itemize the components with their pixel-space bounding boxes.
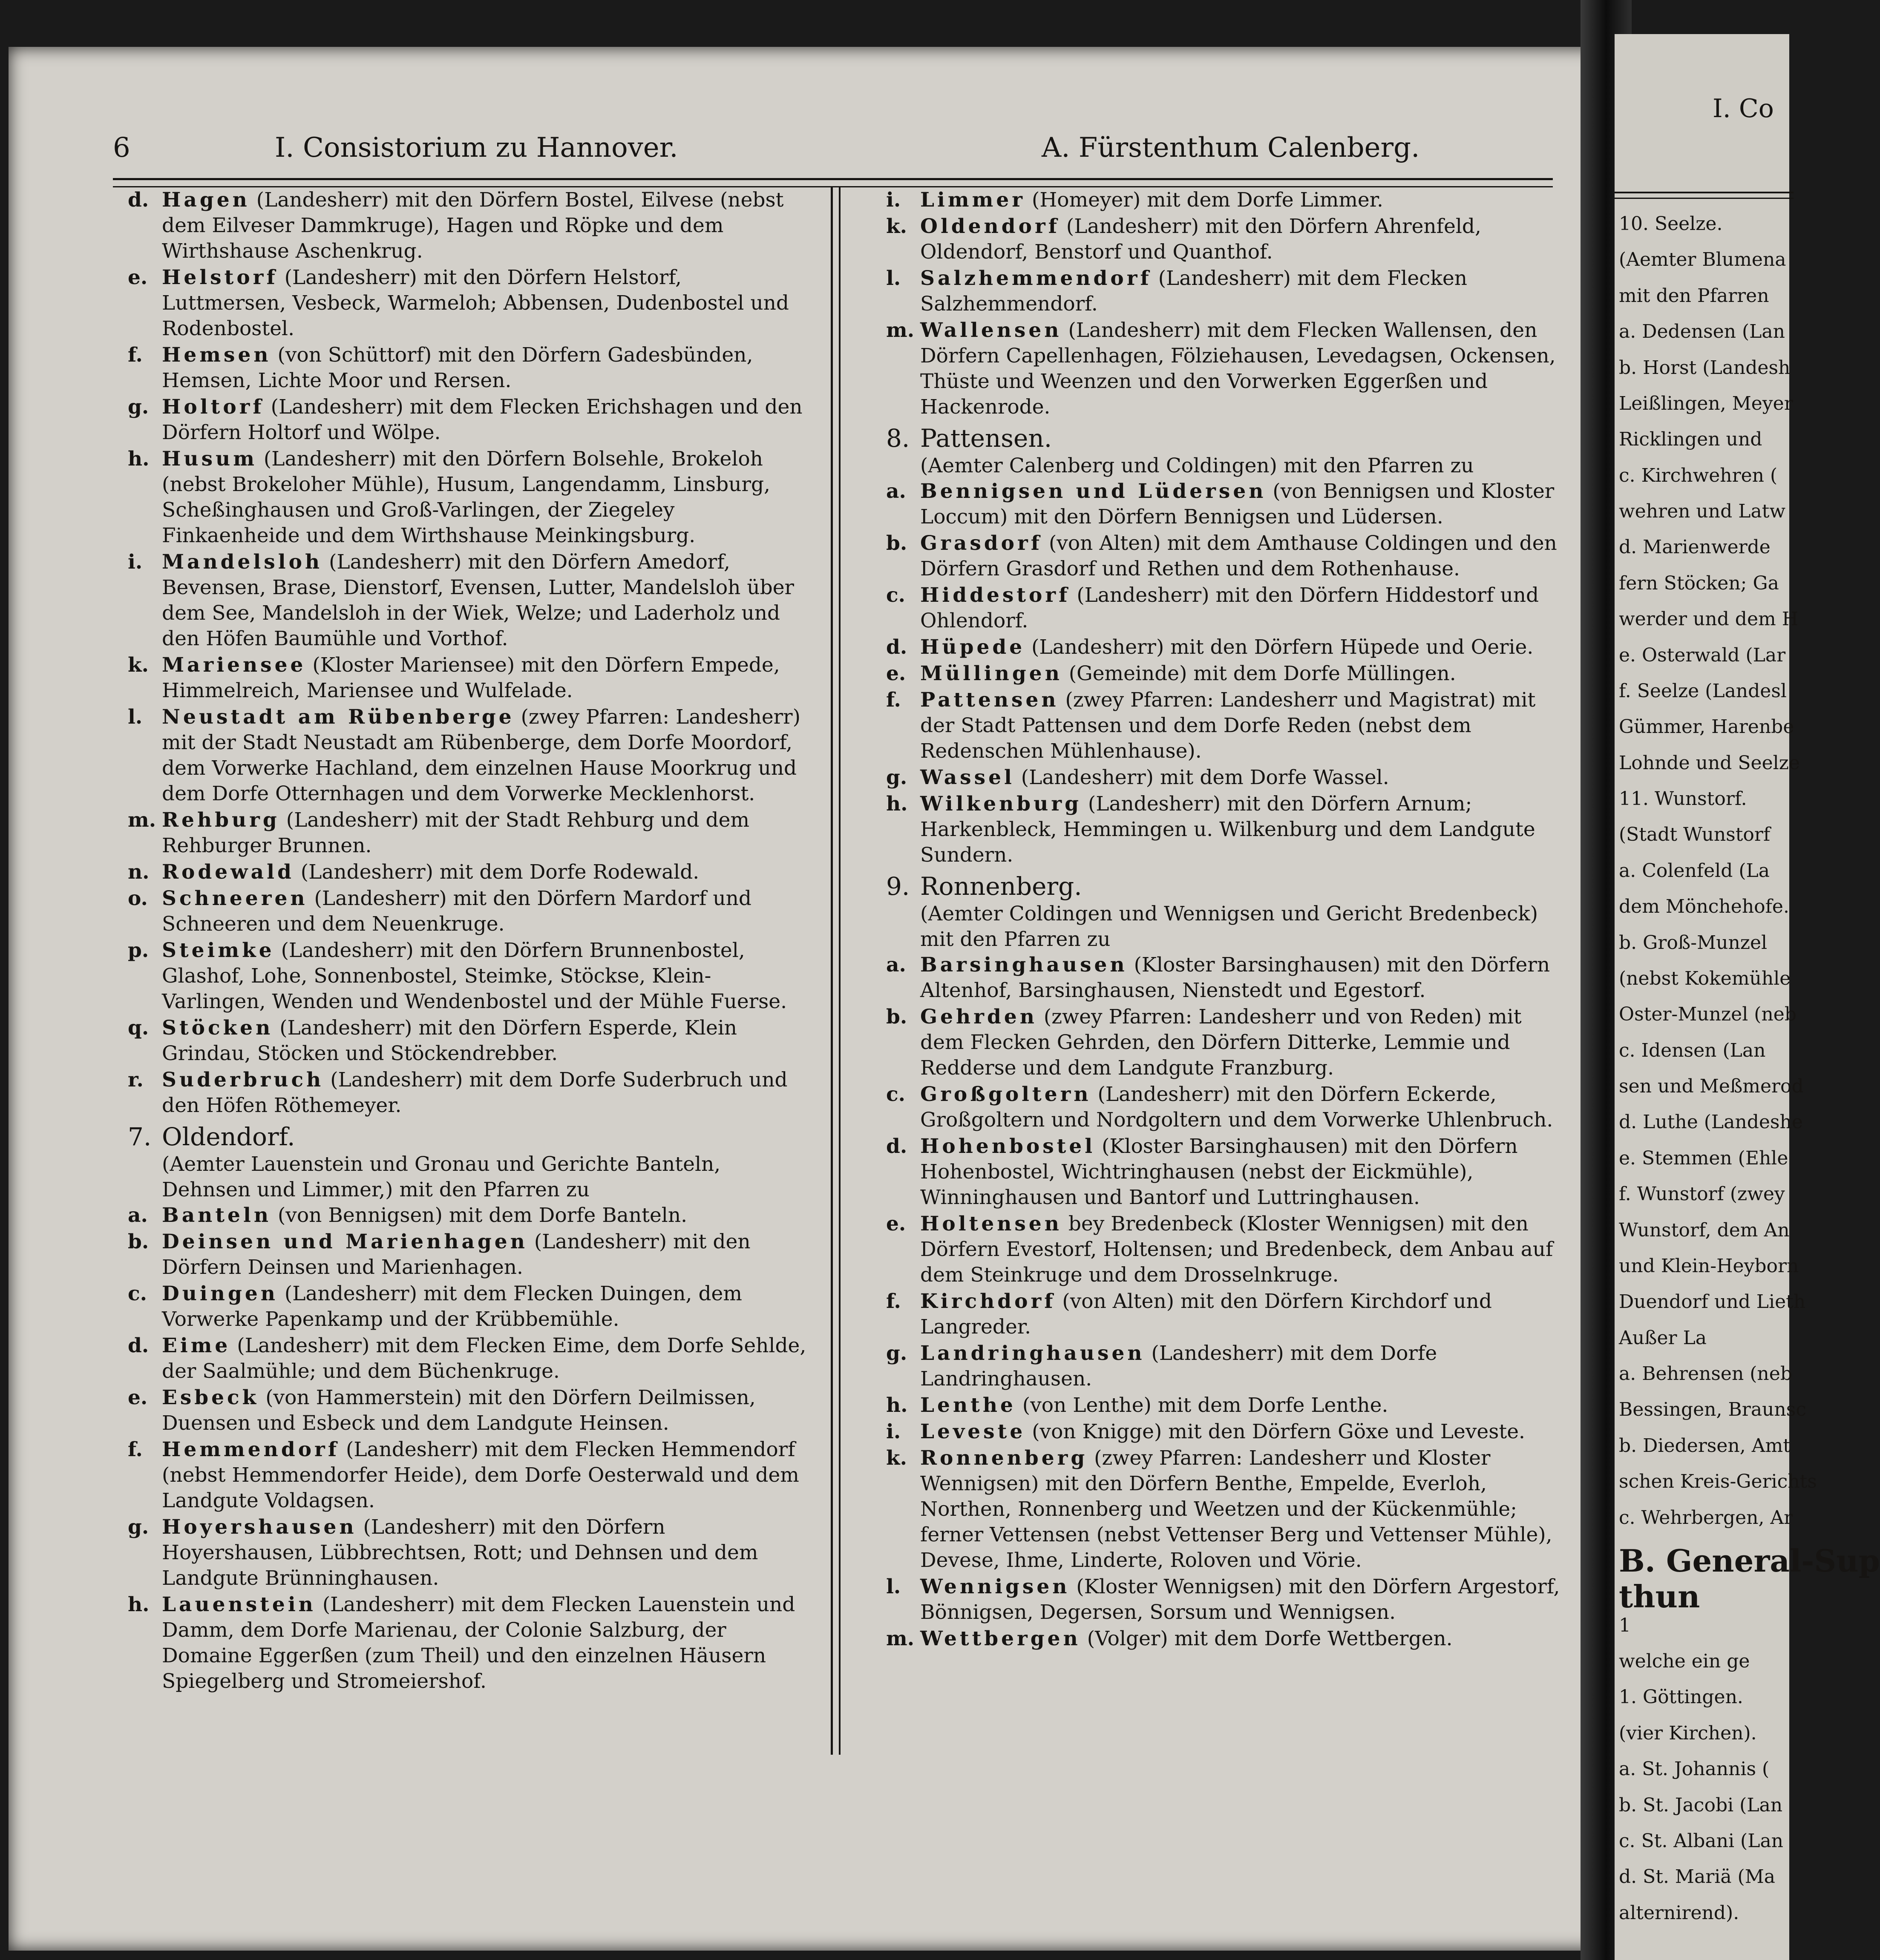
parish-entry (128, 938, 809, 1014)
header-rule (113, 178, 1553, 187)
parish-entry (128, 187, 809, 264)
entry-letter: f. (886, 688, 901, 712)
entry-letter: a. (886, 480, 906, 503)
parish-description: (Landesherr) mit dem Flecken Salzhemmendorf. (920, 267, 1468, 316)
facing-page-line: mit den Pfarren (1619, 285, 1769, 307)
parish-description: (Landesherr) mit den Dörfern Brunnenbostel, Glashof, Lohe, Sonnenbostel, Steimke, Stöckse, Klein-Varlingen, Wenden und Wendenbostel und der Mühle Fuerse. (162, 939, 787, 1013)
parish-name: Wallensen (920, 319, 1062, 342)
parish-entry (128, 886, 809, 937)
entry-letter: r. (128, 1068, 144, 1092)
parish-name: Banteln (162, 1204, 271, 1227)
facing-page-line: c. St. Albani (Lan (1619, 1830, 1784, 1852)
parish-description: (Landesherr) mit dem Flecken Erichshagen und den Dörfern Holtorf und Wölpe. (162, 395, 803, 444)
parish-name: Schneeren (162, 887, 308, 910)
facing-page-line: c. Idensen (Lan (1619, 1039, 1766, 1061)
facing-page-line: welche ein ge (1619, 1650, 1750, 1672)
parish-name: Rodewald (162, 860, 294, 884)
parish-entry (886, 266, 1568, 317)
entry-letter: m. (886, 319, 915, 342)
entry-letter: i. (886, 1420, 901, 1443)
parish-entry (128, 808, 809, 859)
parish-list (128, 1203, 809, 1694)
parish-name: Steimke (162, 939, 275, 962)
parish-name: Wennigsen (920, 1575, 1070, 1598)
entry-letter: g. (886, 766, 907, 789)
parish-description: (Landesherr) mit dem Flecken Wallensen, den Dörfern Capellenhagen, Fölziehausen, Levedagsen, Ockensen, Thüste und Weenzen und den Vorwerken Eggerßen und Hackenrode. (920, 319, 1556, 419)
parish-list (886, 187, 1568, 420)
parish-name: Wettbergen (920, 1627, 1081, 1650)
parish-description: (Landesherr) mit dem Flecken Duingen, dem Vorwerke Papenkamp und der Krübbemühle. (162, 1282, 742, 1331)
facing-page-line: fern Stöcken; Ga (1619, 572, 1779, 594)
parish-entry (886, 661, 1568, 687)
entry-letter: n. (128, 860, 150, 884)
parish-name: Kirchdorf (920, 1290, 1056, 1313)
parish-name: Neustadt am Rübenberge (162, 705, 515, 729)
parish-name: Esbeck (162, 1386, 259, 1409)
parish-description: (Landesherr) mit den Dörfern Hüpede und Oerie. (1031, 635, 1534, 659)
facing-page (1615, 34, 1880, 1960)
facing-page-line: b. St. Jacobi (Lan (1619, 1794, 1783, 1816)
facing-page-line: b. Horst (Landesh (1619, 356, 1791, 379)
parish-description: (Landesherr) mit den Dörfern Esperde, Klein Grindau, Stöcken und Stöckendrebber. (162, 1016, 737, 1065)
entry-letter: d. (886, 635, 907, 659)
facing-page-line: Bessingen, Braunsc (1619, 1399, 1806, 1421)
parish-name: Mariensee (162, 653, 306, 677)
facing-page-line: d. St. Mariä (Ma (1619, 1866, 1775, 1888)
facing-page-line: sen und Meßmerod (1619, 1075, 1804, 1097)
parish-name: Hemsen (162, 343, 271, 367)
parish-entry (128, 446, 809, 549)
parish-entry (886, 531, 1568, 582)
column-divider (831, 187, 841, 1755)
entry-letter: i. (128, 550, 143, 574)
entry-letter: g. (886, 1342, 907, 1365)
page-header (113, 128, 1544, 175)
parish-name: Wassel (920, 766, 1015, 789)
page-number: 6 (113, 132, 130, 164)
facing-page-line: alternirend). (1619, 1902, 1739, 1924)
entry-letter: c. (128, 1282, 147, 1305)
parish-name: Duingen (162, 1282, 278, 1305)
facing-page-line: B. General-Sup (1619, 1542, 1880, 1579)
parish-entry (128, 1592, 809, 1694)
entry-letter: a. (886, 953, 906, 977)
left-column (128, 187, 809, 1695)
parish-entry (886, 1289, 1568, 1340)
parish-name: Hagen (162, 188, 250, 212)
parish-entry (886, 1004, 1568, 1081)
section-number: 7. (128, 1122, 152, 1151)
parish-name: Grasdorf (920, 532, 1043, 555)
entry-letter: i. (886, 188, 901, 212)
parish-list (886, 479, 1568, 868)
facing-page-line: Ricklingen und (1619, 428, 1762, 451)
facing-page-line: Gümmer, Harenbe (1619, 716, 1794, 738)
parish-entry (128, 1437, 809, 1514)
parish-entry (128, 342, 809, 394)
facing-page-line: (Stadt Wunstorf (1619, 824, 1771, 846)
section-title: Pattensen. (920, 424, 1052, 453)
parish-description: (von Schüttorf) mit den Dörfern Gadesbünden, Hemsen, Lichte Moor und Rersen. (162, 343, 753, 392)
parish-description: (Kloster Wennigsen) mit den Dörfern Argestorf, Bönnigsen, Degersen, Sorsum und Wennigsen. (920, 1575, 1560, 1624)
entry-letter: f. (886, 1290, 901, 1313)
facing-page-line: schen Kreis-Gerichts (1619, 1471, 1817, 1493)
facing-page-line: a. Behrensen (neb (1619, 1363, 1792, 1385)
entry-letter: d. (128, 1334, 149, 1357)
entry-letter: h. (128, 1593, 150, 1616)
parish-description: (Landesherr) mit dem Flecken Lauenstein und Damm, dem Dorfe Marienau, der Colonie Salzburg, der Domaine Eggerßen (zum Theil) und den einzelnen Häusern Spiegelberg und Stromeiershof. (162, 1593, 795, 1693)
parish-entry (886, 1626, 1568, 1652)
parish-name: Eime (162, 1334, 231, 1357)
parish-entry (886, 1341, 1568, 1392)
facing-page-line: Leißlingen, Meyer (1619, 392, 1793, 414)
parish-description: (Landesherr) mit dem Dorfe Wassel. (1021, 766, 1389, 789)
facing-page-line: b. Diedersen, Amt (1619, 1434, 1791, 1457)
parish-entry (128, 1067, 809, 1118)
parish-description: (Kloster Barsinghausen) mit den Dörfern Altenhof, Barsinghausen, Nienstedt und Egestorf. (920, 953, 1550, 1002)
entry-letter: h. (886, 1394, 908, 1417)
parish-description: bey Bredenbeck (Kloster Wennigsen) mit den Dörfern Evestorf, Holtensen; und Bredenbeck, dem Anbau auf dem Steinkruge und dem Drosselnkruge. (920, 1212, 1553, 1287)
entry-letter: b. (886, 1005, 907, 1029)
entry-letter: e. (128, 1386, 148, 1409)
parish-entry (886, 1082, 1568, 1133)
entry-letter: c. (886, 1083, 905, 1106)
facing-page-line: (nebst Kokemühle (1619, 967, 1791, 989)
entry-letter: c. (886, 583, 905, 607)
parish-description: (Landesherr) mit den Dörfern Eckerde, Großgoltern und Nordgoltern und dem Vorwerke Uhlenbruch. (920, 1083, 1553, 1132)
parish-description: (von Bennigsen und Kloster Loccum) mit den Dörfern Bennigsen und Lüdersen. (920, 480, 1555, 529)
entry-letter: f. (128, 343, 143, 367)
parish-name: Deinsen und Marienhagen (162, 1230, 528, 1253)
parish-name: Großgoltern (920, 1083, 1091, 1106)
parish-description: (Homeyer) mit dem Dorfe Limmer. (1031, 188, 1383, 212)
parish-description: (Landesherr) mit den Dörfern Bostel, Eilvese (nebst dem Eilveser Dammkruge), Hagen und Röpke und dem Wirthshause Aschenkrug. (162, 188, 784, 263)
facing-page-line: (vier Kirchen). (1619, 1722, 1757, 1744)
parish-description: (Landesherr) mit den Dörfern Hoyershausen, Lübbrechtsen, Rott; und Dehnsen und dem Landgute Brünninghausen. (162, 1515, 758, 1590)
entry-letter: k. (128, 653, 149, 677)
parish-description: (zwey Pfarren: Landesherr und Magistrat) mit der Stadt Pattensen und dem Dorfe Reden (nebst dem Redenschen Mühlenhause). (920, 688, 1536, 763)
facing-page-line: b. Groß-Munzel (1619, 931, 1768, 954)
parish-entry (128, 1281, 809, 1332)
parish-entry (886, 791, 1568, 868)
parish-entry (886, 952, 1568, 1003)
entry-letter: m. (886, 1627, 915, 1650)
parish-name: Müllingen (920, 662, 1062, 685)
parish-name: Bennigsen und Lüdersen (920, 480, 1267, 503)
section-note: (Aemter Calenberg und Coldingen) mit den Pfarren zu (920, 454, 1474, 477)
parish-description: (Landesherr) mit dem Dorfe Suderbruch und den Höfen Röthemeyer. (162, 1068, 788, 1117)
parish-entry (886, 1446, 1568, 1573)
facing-page-line: werder und dem H (1619, 608, 1799, 630)
parish-description: (Landesherr) mit den Dörfern Ahrenfeld, Oldendorf, Benstorf und Quanthof. (920, 215, 1481, 264)
parish-entry (886, 479, 1568, 530)
facing-page-header: I. Co (1713, 94, 1774, 124)
parish-name: Oldendorf (920, 215, 1060, 238)
facing-page-line: dem Mönchehofe. (1619, 896, 1789, 918)
parish-description: (zwey Pfarren: Landesherr und Kloster Wennigsen) mit den Dörfern Benthe, Empelde, Everloh, Northen, Ronnenberg und Weetzen und der Kückenmühle; ferner Vettensen (nebst Vettenser Berg und Vettenser Mühle), Devese, Ihme, Linderte, Roloven und Vörie. (920, 1446, 1552, 1572)
parish-name: Limmer (920, 188, 1026, 212)
parish-entry (128, 1229, 809, 1280)
section-title: Ronnenberg. (920, 872, 1082, 901)
parish-description: (von Hammerstein) mit den Dörfern Deilmissen, Duensen und Esbeck und dem Landgute Heinsen. (162, 1386, 756, 1435)
parish-name: Stöcken (162, 1016, 274, 1040)
entry-letter: l. (886, 267, 901, 290)
facing-page-line: d. Marienwerde (1619, 536, 1771, 558)
facing-page-line: f. Wunstorf (zwey (1619, 1183, 1785, 1205)
section-heading (128, 1122, 809, 1152)
parish-name: Lenthe (920, 1394, 1016, 1417)
facing-page-line: c. Wehrbergen, Ar (1619, 1506, 1793, 1529)
facing-page-line: Wunstorf, dem An (1619, 1219, 1790, 1241)
parish-entry (128, 1203, 809, 1228)
parish-name: Helstorf (162, 266, 278, 289)
parish-name: Suderbruch (162, 1068, 324, 1092)
parish-description: (Landesherr) mit dem Dorfe Landringhausen. (920, 1342, 1437, 1391)
entry-letter: h. (128, 447, 150, 471)
parish-description: (Landesherr) mit dem Flecken Hemmendorf (nebst Hemmendorfer Heide), dem Dorfe Oesterwald und dem Landgute Voldagsen. (162, 1438, 799, 1512)
parish-name: Holtensen (920, 1212, 1062, 1236)
parish-entry (128, 549, 809, 652)
parish-name: Gehrden (920, 1005, 1037, 1029)
parish-description: (Volger) mit dem Dorfe Wettbergen. (1087, 1627, 1453, 1650)
parish-name: Leveste (920, 1420, 1026, 1443)
parish-name: Wilkenburg (920, 792, 1082, 816)
parish-entry (886, 1574, 1568, 1625)
parish-description: (Landesherr) mit den Dörfern Bolsehle, Brokeloh (nebst Brokeloher Mühle), Husum, Langendamm, Linsburg, Scheßinghausen und Groß-Varlingen, der Ziegeley Finkaenheide und dem Wirthshause Meinkingsburg. (162, 447, 770, 547)
entry-letter: f. (128, 1438, 143, 1461)
entry-letter: e. (886, 1212, 906, 1236)
parish-description: (Kloster Mariensee) mit den Dörfern Empede, Himmelreich, Mariensee und Wulfelade. (162, 653, 780, 702)
entry-letter: d. (886, 1135, 907, 1158)
parish-description: (Landesherr) mit den Dörfern Helstorf, Luttmersen, Vesbeck, Warmeloh; Abbensen, Dudenbostel und Rodenbostel. (162, 266, 789, 340)
facing-page-line: a. St. Johannis ( (1619, 1758, 1770, 1780)
parish-entry (128, 265, 809, 342)
parish-name: Pattensen (920, 688, 1059, 712)
entry-letter: h. (886, 792, 908, 816)
parish-name: Hoyershausen (162, 1515, 357, 1539)
parish-name: Hüpede (920, 635, 1025, 659)
facing-page-line: thun (1619, 1578, 1700, 1615)
entry-letter: b. (128, 1230, 149, 1253)
section-number: 8. (886, 424, 910, 453)
entry-letter: b. (886, 532, 907, 555)
section-heading (886, 423, 1568, 453)
facing-page-line: wehren und Latw (1619, 500, 1786, 522)
parish-entry (128, 652, 809, 704)
parish-name: Holtorf (162, 395, 265, 419)
entry-letter: a. (128, 1204, 148, 1227)
facing-page-line: c. Kirchwehren ( (1619, 464, 1778, 486)
entry-letter: g. (128, 395, 149, 419)
parish-entry (128, 859, 809, 885)
entry-letter: o. (128, 887, 148, 910)
parish-entry (886, 635, 1568, 660)
entry-letter: k. (886, 215, 907, 238)
section-number: 9. (886, 872, 910, 901)
parish-description: (von Lenthe) mit dem Dorfe Lenthe. (1022, 1394, 1388, 1417)
parish-name: Mandelsloh (162, 550, 323, 574)
facing-page-line: a. Colenfeld (La (1619, 859, 1770, 882)
parish-description: (Landesherr) mit der Stadt Rehburg und dem Rehburger Brunnen. (162, 808, 750, 857)
parish-description: (Landesherr) mit den Dörfern Deinsen und Marienhagen. (162, 1230, 751, 1279)
facing-page-line: 1 (1619, 1614, 1631, 1636)
parish-entry (128, 1385, 809, 1436)
facing-page-line: 1. Göttingen. (1619, 1686, 1743, 1708)
parish-entry (886, 1393, 1568, 1418)
parish-description: (Landesherr) mit dem Flecken Eime, dem Dorfe Sehlde, der Saalmühle; und dem Büchenkruge. (162, 1334, 806, 1383)
parish-description: (Landesherr) mit den Dörfern Amedorf, Bevensen, Brase, Dienstorf, Evensen, Lutter, Mandelsloh über dem See, Mandelsloh in der Wiek, Welze; und Laderholz und den Höfen Baumühle und Vorthof. (162, 550, 795, 650)
parish-name: Ronnenberg (920, 1446, 1088, 1470)
parish-name: Barsinghausen (920, 953, 1128, 977)
facing-page-line: Lohnde und Seelze (1619, 752, 1800, 774)
parish-entry (886, 187, 1568, 213)
parish-entry (128, 1515, 809, 1591)
section-heading (886, 871, 1568, 901)
section-note: (Aemter Coldingen und Wennigsen und Gericht Bredenbeck) mit den Pfarren zu (920, 902, 1538, 951)
facing-page-line: Außer La (1619, 1327, 1707, 1349)
parish-name: Landringhausen (920, 1342, 1145, 1365)
parish-name: Hiddestorf (920, 583, 1071, 607)
parish-entry (886, 318, 1568, 420)
parish-list (886, 952, 1568, 1652)
parish-entry (886, 214, 1568, 265)
facing-page-line: f. Seelze (Landesl (1619, 680, 1787, 702)
facing-page-line: Oster-Munzel (neb (1619, 1003, 1797, 1026)
parish-entry (128, 704, 809, 807)
consistory-title: I. Consistorium zu Hannover. (275, 132, 678, 164)
parish-description: (von Alten) mit dem Amthause Coldingen und den Dörfern Grasdorf und Rethen und dem Rothenhause. (920, 532, 1557, 581)
entry-letter: p. (128, 939, 149, 962)
parish-description: (Landesherr) mit den Dörfern Arnum; Harkenbleck, Hemmingen u. Wilkenburg und dem Landgute Sundern. (920, 792, 1535, 867)
right-column (886, 187, 1568, 1652)
entry-letter: l. (886, 1575, 901, 1598)
parish-list (128, 187, 809, 1118)
facing-page-line: d. Luthe (Landeshe (1619, 1111, 1803, 1133)
parish-description: (Landesherr) mit den Dörfern Hiddestorf und Ohlendorf. (920, 583, 1539, 632)
parish-name: Rehburg (162, 808, 280, 832)
parish-entry (886, 1211, 1568, 1288)
parish-name: Husum (162, 447, 257, 471)
parish-entry (128, 1333, 809, 1384)
parish-name: Hemmendorf (162, 1438, 340, 1461)
parish-entry (886, 687, 1568, 764)
parish-description: (Landesherr) mit den Dörfern Mardorf und Schneeren und dem Neuenkruge. (162, 887, 751, 936)
entry-letter: m. (128, 808, 156, 832)
parish-entry (128, 1015, 809, 1066)
parish-name: Lauenstein (162, 1593, 316, 1616)
parish-description: (zwey Pfarren: Landesherr) mit der Stadt Neustadt am Rübenberge, dem Dorfe Moordorf, dem Vorwerke Hachland, dem einzelnen Hause Moorkrug und dem Dorfe Otternhagen und dem Vorwerke Mecklenhorst. (162, 705, 800, 805)
entry-letter: g. (128, 1515, 149, 1539)
entry-letter: q. (128, 1016, 149, 1040)
entry-letter: d. (128, 188, 149, 212)
parish-description: (von Alten) mit den Dörfern Kirchdorf und Langreder. (920, 1290, 1492, 1339)
facing-page-line: a. Dedensen (Lan (1619, 321, 1785, 343)
parish-entry (886, 1419, 1568, 1445)
facing-page-line: 10. Seelze. (1619, 213, 1723, 235)
facing-page-line: 11. Wunstorf. (1619, 788, 1747, 810)
parish-entry (886, 765, 1568, 790)
facing-page-line: e. Stemmen (Ehle (1619, 1147, 1788, 1169)
entry-letter: e. (128, 266, 148, 289)
facing-page-rule (1615, 192, 1794, 199)
parish-entry (886, 1134, 1568, 1210)
entry-letter: l. (128, 705, 143, 729)
section-note: (Aemter Lauenstein und Gronau und Gerichte Banteln, Dehnsen und Limmer,) mit den Pfarren zu (162, 1152, 721, 1201)
parish-description: (Landesherr) mit dem Dorfe Rodewald. (300, 860, 700, 884)
parish-description: (Kloster Barsinghausen) mit den Dörfern Hohenbostel, Wichtringhausen (nebst der Eickmühle), Winninghausen und Bantorf und Luttringhausen. (920, 1135, 1518, 1209)
facing-page-line: (Aemter Blumena (1619, 249, 1786, 271)
parish-name: Salzhemmendorf (920, 267, 1152, 290)
parish-description: (zwey Pfarren: Landesherr und von Reden) mit dem Flecken Gehrden, den Dörfern Ditterke, Lemmie und Redderse und dem Landgute Franzburg. (920, 1005, 1522, 1080)
parish-description: (Gemeinde) mit dem Dorfe Müllingen. (1068, 662, 1456, 685)
entry-letter: e. (886, 662, 906, 685)
parish-description: (von Knigge) mit den Dörfern Göxe und Leveste. (1032, 1420, 1525, 1443)
principality-title: A. Fürstenthum Calenberg. (1042, 132, 1420, 164)
parish-entry (886, 583, 1568, 634)
parish-name: Hohenbostel (920, 1135, 1096, 1158)
section-title: Oldendorf. (162, 1122, 295, 1151)
parish-entry (128, 394, 809, 445)
entry-letter: k. (886, 1446, 907, 1470)
parish-description: (von Bennigsen) mit dem Dorfe Banteln. (277, 1204, 688, 1227)
facing-page-line: e. Osterwald (Lar (1619, 644, 1786, 666)
facing-page-line: Duendorf und Lieth (1619, 1291, 1806, 1313)
facing-page-line: und Klein-Heyborn (1619, 1255, 1799, 1277)
